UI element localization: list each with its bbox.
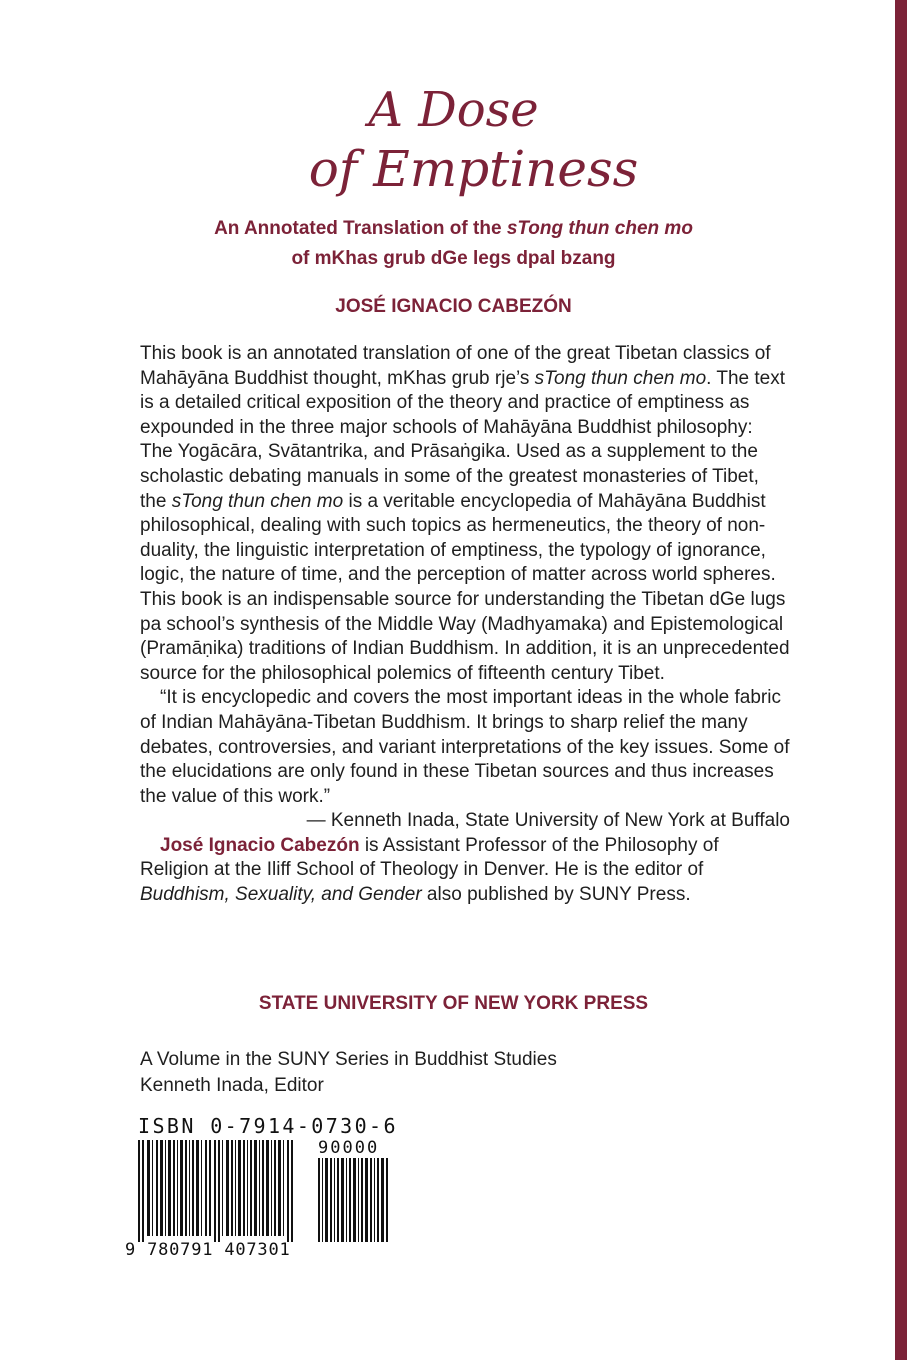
description-work-title: sTong thun chen mo [534,367,707,389]
series-editor: Kenneth Inada, Editor [140,1075,324,1096]
spine-color-band [895,0,907,1360]
book-title-line-1: A Dose [368,82,539,138]
author-name: JOSÉ IGNACIO CABEZÓN [335,296,572,317]
subtitle-line-2: of mKhas grub dGe legs dpal bzang [291,248,616,269]
series-info [140,1047,740,1099]
author-bio-book-title: Buddhism, Sexuality, and Gender [140,884,422,906]
subtitle-line-1 [0,214,907,243]
barcode-graphic [138,1140,398,1242]
series-title: A Volume in the SUNY Series in Buddhist Studies [140,1049,557,1070]
author-bio-text: also published by SUNY Press. [421,884,691,906]
barcode-digits: 9 780791 407301 [125,1240,291,1260]
price-code: 90000 [318,1138,380,1158]
publisher-name: STATE UNIVERSITY OF NEW YORK PRESS [258,993,649,1014]
author-bio-name: José Ignacio Cabezón [160,834,360,856]
subtitle-work-title: sTong thun chen mo [506,218,693,239]
author-bio-text: is Assistant Professor of the Philosophy of Religion at the Iliff School of Theology in Denver. He is the editor of [140,834,719,881]
description-text: . The text is a detailed critical exposition of the theory and practice of emptiness as expounded in the three major schools of Mahāyāna Buddhist philosophy: The Yogācāra, Svātantrika, and Prāsaṅgika. Used as a supplement to the scholastic debating manuals in some of the greatest monasteries of Tibet, the [140,367,786,512]
description-text: is a veritable encyclopedia of Mahāyāna Buddhist philosophical, dealing with such topics as hermeneutics, the theory of non-duality, the linguistic interpretation of emptiness, the typology of ignorance, logic, the nature of time, and the perception of matter across world spheres. This book is an indispensable source for understanding the Tibetan dGe lugs pa school’s synthesis of the Middle Way (Madhyamaka) and Epistemological (Pramāṇika) traditions of Indian Buddhism. In addition, it is an unprecedented source for the philosophical polemics of fifteenth century Tibet. [140,490,790,684]
description-text: This book is an annotated translation of one of the great Tibetan classics of Mahāyāna Buddhist thought, mKhas grub rje’s [140,343,771,389]
subtitle-text: An Annotated Translation of the [214,218,507,239]
endorsement-attribution: — Kenneth Inada, State University of New York at Buffalo [306,810,790,832]
description-work-title: sTong thun chen mo [171,490,344,512]
book-description [140,342,790,908]
endorsement-quote: “It is encyclopedic and covers the most important ideas in the whole fabric of Indian Mahāyāna-Tibetan Buddhism. It brings to sharp relief the many debates, controversies, and variant interpretations of the key issues. Some of the elucidations are only found in these Tibetan sources and thus increases the value of this work.” [140,687,790,807]
isbn-label: ISBN 0-7914-0730-6 [138,1114,398,1138]
author-bio [140,834,790,908]
description-paragraph [140,342,790,686]
book-title-line-2: of Emptiness [308,140,639,198]
